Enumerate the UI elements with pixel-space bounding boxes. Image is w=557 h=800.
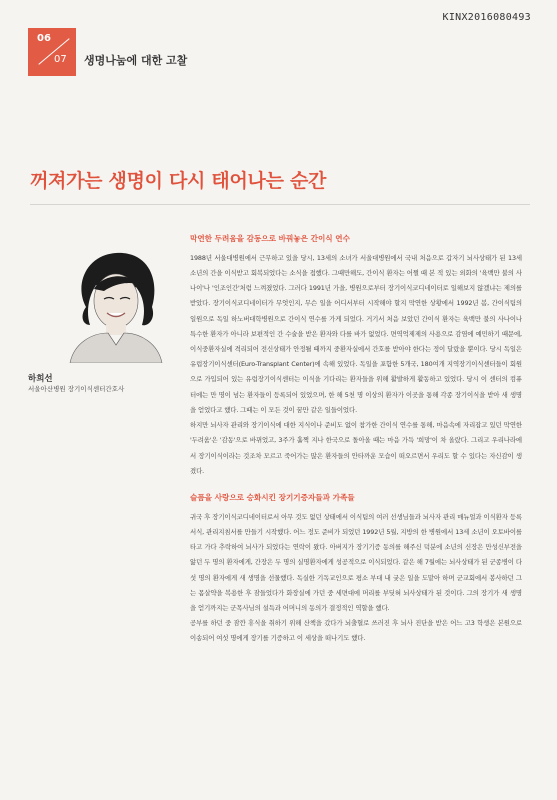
title-divider (30, 204, 530, 205)
author-role: 서울아산병원 장기이식센터간호사 (28, 385, 125, 393)
section-heading: 막연한 두려움을 감동으로 바꿔놓은 간이식 연수 (190, 234, 350, 243)
body-paragraph: 공부를 하던 중 잠깐 휴식을 취하기 위해 산책을 갔다가 뇌출혈로 쓰러진 후 뇌사 진단을 받은 어느 고3 학생은 본원으로 이송되어 여섯 명에게 장기를 기증하고 이 세상을 떠나기도 했다. (190, 619, 522, 643)
body-paragraph: 하지만 뇌사자 관리와 장기이식에 대한 지식이나 준비도 없이 참가한 간이식 연수를 통해, 마음속에 자리잡고 있던 막연한 '두려움'은 '감동'으로 바뀌었고, 3주가 훌쩍 지나 한국으로 돌아올 때는 마음 가득 '희망'이 차 올랐다. 그리고 우리나라에서 장기이식이라는 것조차 모르고 죽어가는 많은 환자들의 안타까운 모습이 떠오르면서 우리도 할 수 있다는 자신감이 생겼다. (190, 421, 522, 475)
section-heading: 슬픔을 사랑으로 승화시킨 장기기증자들과 가족들 (190, 492, 355, 502)
section-title: 생명나눔에 대한 고찰 (84, 54, 188, 67)
page-number-bottom: 07 (54, 54, 67, 65)
body-paragraph: 1988년 서울대병원에서 근무하고 있을 당시, 13세의 소녀가 서울대병원에서 국내 처음으로 갑자기 뇌사상태가 된 13세 소년의 간을 이식받고 회복되었다는 소식을 접했다. 그때만해도, 간이식 환자는 어쩔 때 본 적 있는 외화의 '육백만 불의 사나이'나 '인조인간'처럼 느껴졌었다. 그러다 1991년 가을, 병원으로부터 장기이식코디네이터로 일해보지 않겠냐는 제의를 받았다. 장기이식코디네이터가 무엇인지, 무슨 일을 어디서부터 시작해야 할지 막연한 상황에서 1992년 봄, 간이식팀의 일원으로 독일 하노버대학병원으로 간이식 연수를 가게 되었다. 거기서 처음 보았던 간이식 환자는 육백만 불의 사나이나 특수한 환자가 아니라 보편적인 간 수술을 받은 환자와 다를 바가 없었다. 면역억제제의 사용으로 감염에 예민하기 때문에, 이식중환자실에 격리되어 전신상태가 안정될 때까지 중환자실에서 간호를 받아야 한다는 정이 달랐을 뿐이다. 당시 독일은 유럽장기이식센터(Euro-Transplant Center)에 속해 있었다. 독일을 포함한 5개국, 180여개 지역장기이식센터들이 회원으로 가입되어 있는 유럽장기이식센터는 이식을 기다리는 환자들을 위해 활발하게 활동하고 있었다. 당시 이 센터의 컴퓨터에는 만 명이 넘는 환자들이 등록되어 있었으며, 한 해 5천 명 이상의 환자가 이곳을 통해 각종 장기이식을 받아 새 생명을 얻었다고 했다. 그때는 이 모든 것이 꿈만 같은 일들이었다. (190, 253, 522, 414)
article-title: 꺼져가는 생명이 다시 태어나는 순간 (30, 170, 327, 192)
author-name: 하희선 (28, 374, 53, 384)
page-number-tag (28, 28, 76, 76)
body-paragraph: 귀국 후 장기이식코디네이터로서 아무 것도 없던 상태에서 이식팀의 여러 선생님들과 뇌사자 관리 매뉴얼과 이식환자 등록서식, 관리지침서를 만들기 시작했다. 어느 정도 준비가 되었던 1992년 5월, 지방의 한 병원에서 13세 소년이 오토바이를 타고 가다 추락하여 뇌사가 되었다는 연락이 왔다. 아버지가 장기기증 동의를 해주신 덕분에 소년의 신장은 만성신부전을 앓던 두 명의 환자에게, 간장은 두 명의 실명환자에게 성공적으로 이식되었다. 같은 해 7월에는 뇌사상태가 된 군종병이 다섯 명의 환자에게 새 생명을 선물했다. 독실한 기독교인으로 평소 부대 내 궂은 일을 도맡아 하며 군교회에서 봉사하던 그는 몸살약을 복용한 후 잠들었다가 화장실에 가던 중 세면대에 머리를 부딪혀 뇌사상태가 된 것이다. 그의 장기가 새 생명을 얻기까지는 군목사님의 설득과 어머니의 동의가 결정적인 역할을 했다. (190, 512, 522, 612)
document-id: KINX2016080493 (442, 12, 531, 23)
article-body (190, 234, 522, 647)
section-spacer (190, 479, 522, 493)
page-number-top: 06 (37, 33, 51, 44)
author-portrait (56, 245, 176, 363)
